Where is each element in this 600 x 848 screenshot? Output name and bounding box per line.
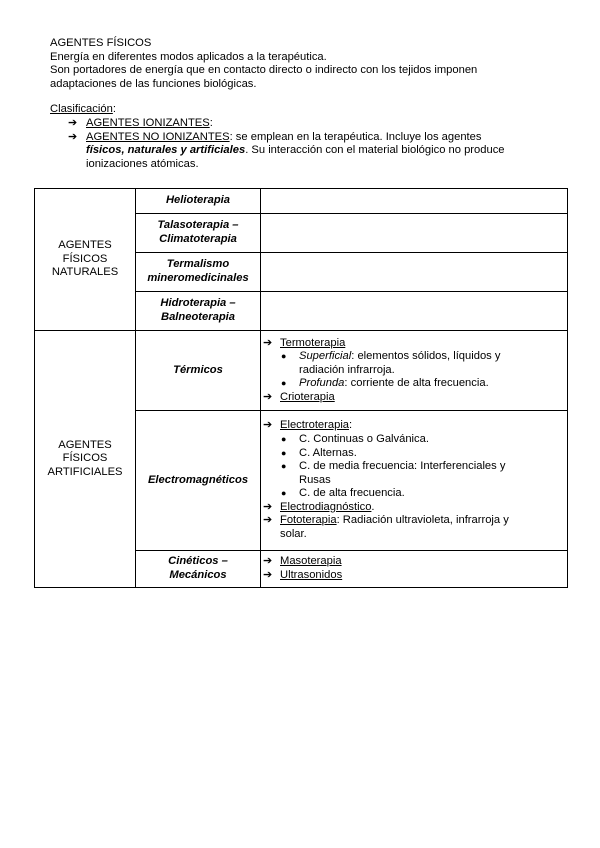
document-body xyxy=(50,37,570,171)
table-row xyxy=(35,189,568,214)
list-item: ● C. de alta frecuencia. xyxy=(281,487,405,500)
empty-cell xyxy=(261,189,568,214)
bullet-icon: ● xyxy=(281,447,287,458)
desc-cineticos xyxy=(261,551,568,588)
desc-electromagneticos xyxy=(261,411,568,551)
sub-hidroterapia: Hidroterapia – Balneoterapia xyxy=(136,292,261,331)
sub-termicos: Térmicos xyxy=(136,331,261,411)
arrow-right-icon: ➔ xyxy=(263,419,273,432)
list-item: ● Superficial: elementos sólidos, líquidos y radiación infrarroja. xyxy=(281,350,501,376)
sub-helioterapia: Helioterapia xyxy=(136,189,261,214)
bullet-icon: ● xyxy=(281,351,287,362)
list-item: ● C. Continuas o Galvánica. xyxy=(281,432,429,445)
arrow-right-icon: ➔ xyxy=(263,336,273,349)
arrow-right-icon: ➔ xyxy=(263,555,273,568)
list-item: ➔ Fototerapia: Radiación ultravioleta, infrarroja y solar. xyxy=(263,514,509,541)
arrow-right-icon: ➔ xyxy=(68,130,78,143)
list-item: ➔ Termoterapia xyxy=(263,336,346,349)
arrow-right-icon: ➔ xyxy=(263,390,273,403)
bullet-icon: ● xyxy=(281,488,287,499)
list-item: ● C. de media frecuencia: Interferenciales y Rusas xyxy=(281,460,506,486)
document-title: AGENTES FÍSICOS xyxy=(50,37,152,49)
empty-cell xyxy=(261,292,568,331)
sub-talasoterapia: Talasoterapia – Climatoterapia xyxy=(136,214,261,253)
sub-electromagneticos: Electromagnéticos xyxy=(136,411,261,551)
list-item: ● Profunda: corriente de alta frecuencia. xyxy=(281,377,489,390)
table-row xyxy=(35,331,568,411)
list-item: ➔ Electroterapia: xyxy=(263,419,353,432)
arrow-right-icon: ➔ xyxy=(263,500,273,513)
group-naturales: AGENTES FÍSICOS NATURALES xyxy=(35,189,136,331)
bullet-icon: ● xyxy=(281,433,287,444)
list-item: ➔ Ultrasonidos xyxy=(263,569,343,581)
definition-line-3: adaptaciones de las funciones biológicas. xyxy=(50,77,257,90)
arrow-right-icon: ➔ xyxy=(263,514,273,527)
empty-cell xyxy=(261,214,568,253)
group-artificiales: AGENTES FÍSICOS ARTIFICIALES xyxy=(35,331,136,588)
classification-item-no-ionizantes: ➔ AGENTES NO IONIZANTES: se emplean en la terapéutica. Incluye los agentes físicos, naturales y artificiales. Su interacción con el material biológico no produce ionizaciones atómicas. xyxy=(68,130,505,170)
list-item: ➔ Electrodiagnóstico. xyxy=(263,500,375,513)
empty-cell xyxy=(261,253,568,292)
list-item: ● C. Alternas. xyxy=(281,446,357,459)
bullet-icon: ● xyxy=(281,378,287,389)
agents-table xyxy=(34,188,568,588)
desc-termicos xyxy=(261,331,568,411)
list-item: ➔ Crioterapia xyxy=(263,390,335,403)
classification-label: Clasificación xyxy=(50,103,113,116)
classification-heading: Clasificación: xyxy=(50,103,116,116)
sub-cineticos: Cinéticos – Mecánicos xyxy=(136,551,261,588)
arrow-right-icon: ➔ xyxy=(263,569,273,581)
bullet-icon: ● xyxy=(281,461,287,472)
classification-item-ionizantes: ➔ AGENTES IONIZANTES: xyxy=(68,116,213,129)
list-item: ➔ Masoterapia xyxy=(263,555,342,568)
definition-line-1: Energía en diferentes modos aplicados a la terapéutica. xyxy=(50,50,327,63)
sub-termalismo: Termalismo mineromedicinales xyxy=(136,253,261,292)
definition-line-2: Son portadores de energía que en contacto directo o indirecto con los tejidos imponen xyxy=(50,64,478,77)
arrow-right-icon: ➔ xyxy=(68,116,78,129)
